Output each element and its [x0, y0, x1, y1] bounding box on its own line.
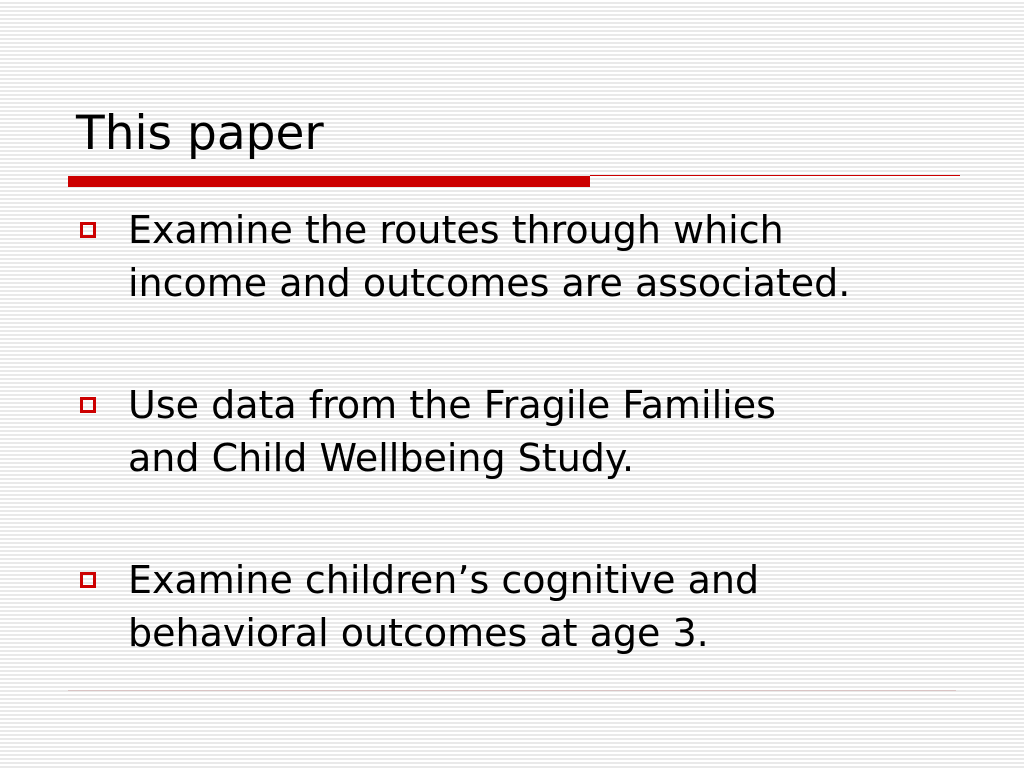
bullet-text-line: and Child Wellbeing Study.	[128, 436, 635, 480]
bullet-item	[80, 554, 980, 660]
title-underline-thin	[590, 175, 960, 176]
hollow-square-icon	[80, 397, 96, 413]
hollow-square-icon	[80, 572, 96, 588]
hollow-square-icon	[80, 222, 96, 238]
slide-title: This paper	[76, 106, 324, 161]
bullet-item	[80, 204, 980, 310]
footer-divider	[68, 690, 956, 691]
bullet-list	[80, 204, 980, 660]
bullet-text-line: behavioral outcomes at age 3.	[128, 611, 709, 655]
bullet-text-line: income and outcomes are associated.	[128, 261, 851, 305]
title-underline-thick	[68, 176, 590, 187]
bullet-text-line: Examine children’s cognitive and	[128, 558, 760, 602]
bullet-item	[80, 379, 980, 485]
bullet-text-line: Examine the routes through which	[128, 208, 784, 252]
bullet-text-line: Use data from the Fragile Families	[128, 383, 776, 427]
